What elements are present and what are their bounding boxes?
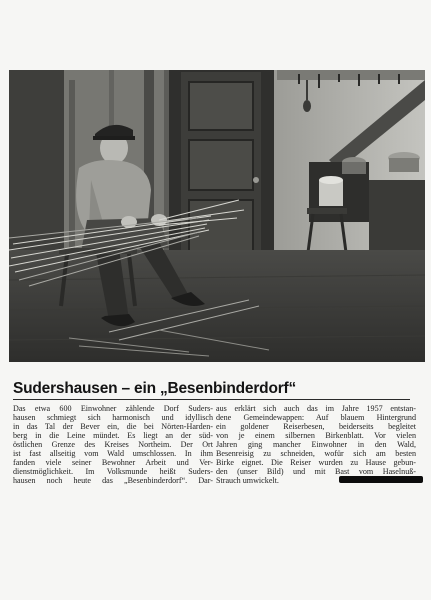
- headline-rule: [13, 399, 410, 400]
- text-line: ein goldener Reiserbesen, beiderseits begleitet: [216, 422, 416, 432]
- article-photo: [9, 70, 425, 362]
- article-headline: Sudershausen – ein „Besenbinderdorf“: [13, 380, 297, 397]
- redaction-mark: [339, 476, 423, 483]
- text-line: östlichen Grenze des Kreises Northeim. Der Ort: [13, 440, 213, 450]
- text-line: von je einem silbernen Birkenblatt. Vor vielen: [216, 431, 416, 441]
- text-line: Birke eignet. Die Reiser wurden zu Hause gebun-: [216, 458, 416, 468]
- text-line: Besenreisig zu schneiden, wofür sich am besten: [216, 449, 416, 459]
- text-line: fanden viele seiner Bewohner Arbeit und Ver-: [13, 458, 213, 468]
- article-column-left: [13, 404, 213, 485]
- text-line: Strauch umwickelt.: [216, 476, 279, 486]
- text-line: Das etwa 600 Einwohner zählende Dorf Suders-: [13, 404, 213, 413]
- text-line: Jahren ging mancher Einwohner in den Wald,: [216, 440, 416, 450]
- text-line: hausen noch heute das „Besenbinderdorf“. Dar-: [13, 476, 213, 486]
- article-column-right: [216, 404, 416, 485]
- text-line: ist fast allseitig vom Wald umschlossen. In ihm: [13, 449, 213, 459]
- text-line: berg in die Leine mündet. Es liegt an der süd-: [13, 431, 213, 441]
- text-line: in das Tal der Bever ein, die bei Nörten-Harden-: [13, 422, 213, 432]
- text-line: hausen schmiegt sich harmonisch und idyllisch: [13, 413, 213, 423]
- text-line: aus erklärt sich auch das im Jahre 1957 entstan-: [216, 404, 416, 413]
- text-line: dene Gemeindewappen: Auf blauem Hintergrund: [216, 413, 416, 423]
- text-line: den (unser Bild) und mit Bast vom Haselnuß-: [216, 467, 416, 477]
- photo-broom-binder: [9, 70, 425, 362]
- text-line: dienstmöglichkeit. Im Volksmunde heißt Suders-: [13, 467, 213, 477]
